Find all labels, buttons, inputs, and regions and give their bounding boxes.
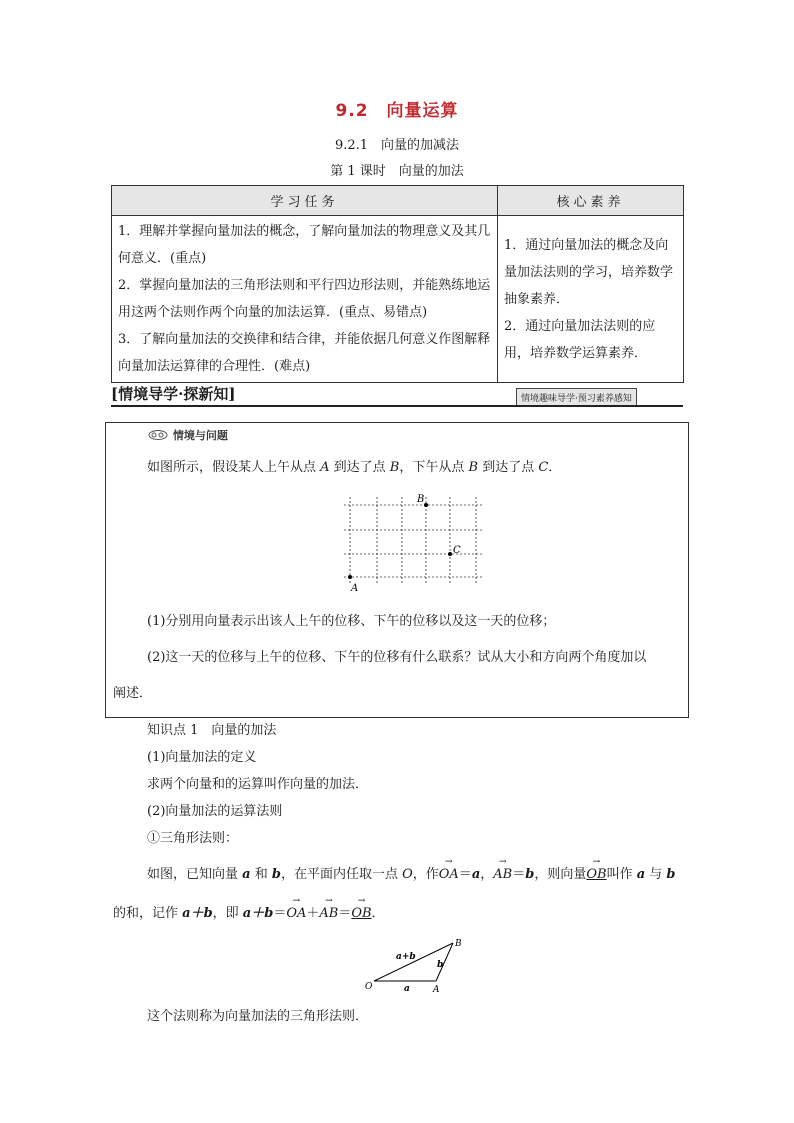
scenario-question-2-cont: 阐述． xyxy=(113,686,153,701)
scenario-question-2: (2)这一天的位移与上午的位移、下午的位移有什么联系？试从大小和方向两个角度加以 xyxy=(147,650,647,665)
point-b xyxy=(424,503,428,507)
tasks-header: 学习任务 xyxy=(112,186,498,216)
scenario-tag xyxy=(147,427,228,443)
task-item: 3．了解向量加法的交换律和结合律，并能依据几何意义作图解释向量加法运算律的合理性．(难点) xyxy=(118,332,491,374)
tri-label-side-a: a xyxy=(404,984,410,994)
section-banner: [情境导学·探新知] xyxy=(111,385,236,403)
label-c: C xyxy=(453,545,461,556)
scenario-question-1: (1)分别用向量表示出该人上午的位移、下午的位移以及这一天的位移； xyxy=(147,614,556,629)
label-b: B xyxy=(417,494,425,505)
tri-label-o: O xyxy=(365,982,373,992)
tri-label-side-b: b xyxy=(437,960,444,970)
tri-label-b: B xyxy=(455,939,462,949)
literacy-header: 核心素养 xyxy=(498,186,684,216)
triangle-rule-line-2: 的和，记作 a＋b，即 a＋b＝→ OA＋→ AB＝→ OB． xyxy=(113,902,385,921)
subsection-title: 9.2.1 向量的加减法 xyxy=(334,138,460,153)
point-c xyxy=(448,552,452,556)
tasks-table xyxy=(111,185,684,383)
tasks-cell xyxy=(112,216,498,383)
displacement-grid-figure xyxy=(340,493,490,593)
scenario-cloud-icon xyxy=(147,429,169,441)
label-a: A xyxy=(351,583,359,593)
grid-lines xyxy=(344,497,484,585)
definition-heading: (1)向量加法的定义 xyxy=(147,750,257,765)
lesson-title: 第 1 课时 向量的加法 xyxy=(330,164,464,179)
triangle-rule-closing: 这个法则称为向量加法的三角形法则． xyxy=(147,1009,369,1024)
section-tag: 情境趣味导学·预习素养感知 xyxy=(516,388,637,407)
task-item: 1．理解并掌握向量加法的概念，了解向量加法的物理意义及其几何意义．(重点) xyxy=(118,224,491,266)
point-a xyxy=(348,575,352,579)
task-item: 2．掌握向量加法的三角形法则和平行四边形法则，并能熟练地运用这两个法则作两个向量的加法运算．(重点、易错点) xyxy=(118,278,491,320)
triangle-rule-figure xyxy=(360,935,470,997)
triangle-rule-heading: ①三角形法则： xyxy=(147,831,239,846)
section-rule xyxy=(111,405,683,407)
triangle-rule-line-1: 如图，已知向量 a 和 b，在平面内任取一点 O，作→ OA＝a，→ AB＝b，则向量→ OB叫作 a 与 b xyxy=(147,863,676,882)
rules-heading: (2)向量加法的运算法则 xyxy=(147,804,283,819)
literacy-item: 2．通过向量加法法则的应用，培养数学运算素养． xyxy=(504,318,656,361)
scenario-tag-label: 情境与问题 xyxy=(172,429,228,442)
definition-text: 求两个向量和的运算叫作向量的加法． xyxy=(147,777,369,792)
section-title: 9.2 向量运算 xyxy=(335,101,459,121)
literacy-item: 1．通过向量加法的概念及向量加法法则的学习，培养数学抽象素养． xyxy=(504,237,674,307)
literacy-cell xyxy=(498,216,684,383)
tri-label-sum: a+b xyxy=(396,952,416,962)
tri-label-a: A xyxy=(433,985,440,995)
knowledge-heading: 知识点 1 向量的加法 xyxy=(147,723,277,738)
scenario-intro: 如图所示，假设某人上午从点 A 到达了点 B，下午从点 B 到达了点 C． xyxy=(147,460,562,475)
